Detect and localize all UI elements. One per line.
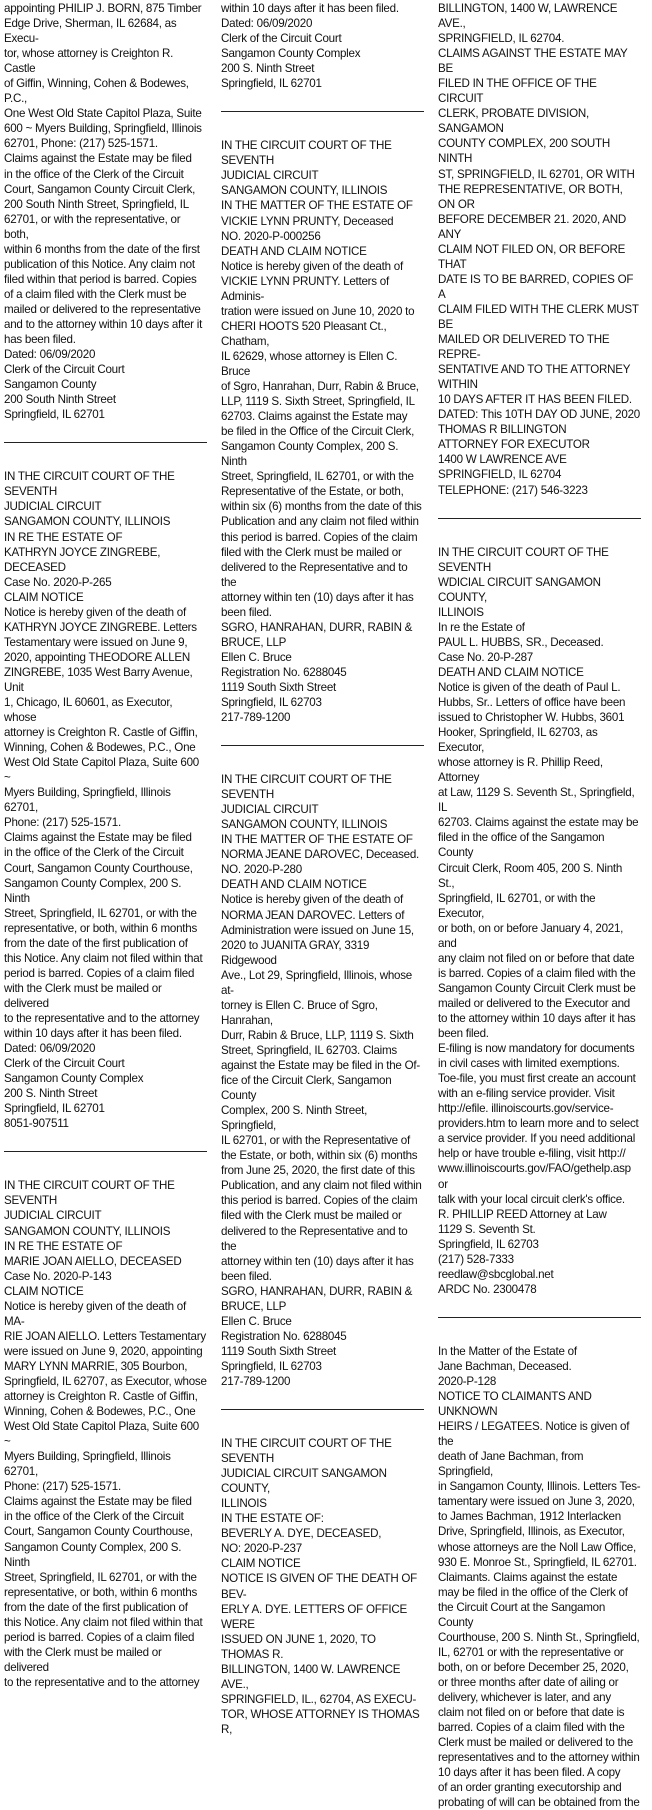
notice-dye: IN THE CIRCUIT COURT OF THE SEVENTH JUDICIAL CIRCUIT SANGAMON COUNTY, ILLINOIS IN THE ESTATE OF: BEVERLY A. DYE, DECEASED, NO: 2020-P-237 CLAIM NOTICE NOTICE IS GIVEN OF THE DEATH OF BEV- ERLY A. DYE. LETTERS OF OFFICE WERE ISSUED ON JUNE 1, 2020, TO THOMAS R. BILLINGTON, 1400 W. LAWRENCE AVE., SPRINGFIELD, IL., 62704, AS EXECU- TOR, WHOSE ATTORNEY IS THOMAS R, [221, 1437, 420, 1736]
column-middle [221, 0, 424, 1736]
notice-divider [438, 518, 641, 519]
notice-divider [221, 111, 424, 112]
notice-zingrebe: IN THE CIRCUIT COURT OF THE SEVENTH JUDICIAL CIRCUIT SANGAMON COUNTY, ILLINOIS IN RE THE ESTATE OF KATHRYN JOYCE ZINGREBE, DECEASED Case No. 2020-P-265 CLAIM NOTICE Notice is hereby given of the death of KATHRYN JOYCE ZINGREBE. Letters Testamentary were issued on June 9, 2020, appointing THEODORE ALLEN ZINGREBE, 1035 West Barry Avenue, Unit 1, Chicago, IL 60601, as Executor, whose attorney is Creighton R. Castle of Giffin, Winning, Cohen & Bodewes, P.C., One West Old State Capitol Plaza, Suite 600 ~ Myers Building, Springfield, Illinois 62701, Phone: (217) 525-1571. Claims against the Estate may be filed in the office of the Clerk of the Circuit Court, Sangamon County Courthouse, Sangamon County Complex, 200 S. Ninth Street, Springfield, IL 62701, or with the representative, or both, within 6 months from the date of the first publication of this Notice. Any claim not filed within that period is barred. Copies of a claim filed with the Clerk must be mailed or delivered to the representative and to the attorney within 10 days after it has been filed. Dated: 06/09/2020 Clerk of the Circuit Court Sangamon County Complex 200 S. Ninth Street Springfield, IL 62701 8051-907511 [4, 470, 203, 1131]
notice-divider [221, 745, 424, 746]
notice-darovec: IN THE CIRCUIT COURT OF THE SEVENTH JUDICIAL CIRCUIT SANGAMON COUNTY, ILLINOIS IN THE MATTER OF THE ESTATE OF NORMA JEANE DAROVEC, Deceased. NO. 2020-P-280 DEATH AND CLAIM NOTICE Notice is hereby given of the death of NORMA JEAN DAROVEC. Letters of Administration were issued on June 15, 2020 to JUANITA GRAY, 3319 Ridgewood Ave., Lot 29, Springfield, Illinois, whose at- torney is Ellen C. Bruce of Sgro, Hanrahan, Durr, Rabin & Bruce, LLP, 1119 S. Sixth Street, Springfield, IL 62703. Claims against the Estate may be filed in the Of- fice of the Circuit Clerk, Sangamon County Complex, 200 S. Ninth Street, Springfield, IL 62701, or with the Representative of the Estate, or both, within six (6) months from June 25, 2020, the first date of this Publication, and any claim not filed within this period is barred. Copies of the claim filed with the Clerk must be mailed or delivered to the Representative and to the attorney within ten (10) days after it has been filed. SGRO, HANRAHAN, DURR, RABIN & BRUCE, LLP Ellen C. Bruce Registration No. 6288045 1119 South Sixth Street Springfield, IL 62703 217-789-1200 [221, 773, 422, 1388]
notice-divider [438, 1317, 641, 1318]
notice-bachman: In the Matter of the Estate of Jane Bachman, Deceased. 2020-P-128 NOTICE TO CLAIMANTS AND UNKNOWN HEIRS / LEGATEES. Notice is given of the death of Jane Bachman, from Springfield, in Sangamon County, Illinois. Letters Tes- tamentary were issued on June 3, 2020, to James Bachman, 1912 Interlacken Drive, Springfield, Illinois, as Executor, whose attorneys are the Noll Law Office, 930 E. Monroe St., Springfield, IL 62701. Claimants. Claims against the estate may be filed in the office of the Clerk of the Circuit Court at the Sangamon County Courthouse, 200 S. Ninth St., Springfield, IL, 62701 or with the representative or both, on or before December 25, 2020, or three months after date of ailing or delivery, whichever is later, and any claim not filed on or before that date is barred. Copies of a claim filed with the Clerk must be mailed or delivered to the representatives and to the attorney within 10 days after it has been filed. A copy of an order granting executorship and probating of will can be obtained from the [438, 1344, 641, 1810]
column-right [438, 0, 641, 1810]
notice-dye-continued: BILLINGTON, 1400 W, LAWRENCE AVE., SPRINGFIELD, IL 62704. CLAIMS AGAINST THE ESTATE MAY BE FILED IN THE OFFICE OF THE CIRCUIT CLERK, PROBATE DIVISION, SANGAMON COUNTY COMPLEX, 200 SOUTH NINTH ST, SPRINGFIELD, IL 62701, OR WITH THE REPRESENTATIVE, OR BOTH, ON OR BEFORE DECEMBER 21. 2020, AND ANY CLAIM NOT FILED ON, OR BEFORE THAT DATE IS TO BE BARRED, COPIES OF A CLAIM FILED WITH THE CLERK MUST BE MAILED OR DELIVERED TO THE REPRE- SENTATIVE AND TO THE ATTORNEY WITHIN 10 DAYS AFTER IT HAS BEEN FILED. DATED: This 10TH DAY OD JUNE, 2020 THOMAS R BILLINGTON ATTORNEY FOR EXECUTOR 1400 W LAWRENCE AVE SPRINGFIELD, IL 62704 TELEPHONE: (217) 546-3223 [438, 2, 640, 497]
notice-hubbs: IN THE CIRCUIT COURT OF THE SEVENTH WDICIAL CIRCUIT SANGAMON COUNTY, ILLINOIS In re the Estate of PAUL L. HUBBS, SR., Deceased. Case No. 20-P-287 DEATH AND CLAIM NOTICE Notice is given of the death of Paul L. Hubbs, Sr.. Letters of office have been issued to Christopher W. Hubbs, 3601 Hooker, Springfield, IL 62703, as Executor, whose attorney is R. Phillip Reed, Attorney at Law, 1129 S. Seventh St., Springfield, IL 62703. Claims against the estate may be filed in the office of the Sangamon County Circuit Clerk, Room 405, 200 S. Ninth St., Springfield, IL 62701, or with the Executor, or both, on or before January 4, 2021, and any claim not filed on or before that date is barred. Copies of a claim filed with the Sangamon County Circuit Clerk must be mailed or delivered to the Executor and to the attorney within 10 days after it has been filed. E-filing is now mandatory for documents in civil cases with limited exemptions. Toe-file, you must first create an account with an e-filing service provider. Visit http://efile. illinoiscourts.gov/service- providers.htm to learn more and to select a service provider. If you need additional help or have trouble e-filing, visit http:// www.illinoiscourts.gov/FAO/gethelp.asp or talk with your local circuit clerk's office. R. PHILLIP REED Attorney at Law 1129 S. Seventh St. Springfield, IL 62703 (217) 528-7333 reedlaw@sbcglobal.net ARDC No. 2300478 [438, 545, 639, 1296]
notice-divider [4, 442, 207, 443]
notice-middle-continued: within 10 days after it has been filed. Dated: 06/09/2020 Clerk of the Circuit Court Sangamon County Complex 200 S. Ninth Street Springfield, IL 62701 [221, 2, 399, 91]
notice-aiello: IN THE CIRCUIT COURT OF THE SEVENTH JUDICIAL CIRCUIT SANGAMON COUNTY, ILLINOIS IN RE THE ESTATE OF MARIE JOAN AIELLO, DECEASED Case No. 2020-P-143 CLAIM NOTICE Notice is hereby given of the death of MA- RIE JOAN AIELLO. Letters Testamentary were issued on June 9, 2020, appointing MARY LYNN MARRIE, 305 Bourbon, Springfield, IL 62707, as Executor, whose attorney is Creighton R. Castle of Giffin, Winning, Cohen & Bodewes, P.C., One West Old State Capitol Plaza, Suite 600 ~ Myers Building, Springfield, Illinois 62701, Phone: (217) 525-1571. Claims against the Estate may be filed in the office of the Clerk of the Circuit Court, Sangamon County Courthouse, Sangamon County Complex, 200 S. Ninth Street, Springfield, IL 62701, or with the representative, or both, within 6 months from the date of the first publication of this Notice. Any claim not filed within that period is barred. Copies of a claim filed with the Clerk must be mailed or delivered to the representative and to the attorney [4, 1179, 207, 1689]
notice-divider [221, 1409, 424, 1410]
column-left [4, 0, 207, 1689]
notice-born-continued: appointing PHILIP J. BORN, 875 Timber Edge Drive, Sherman, IL 62684, as Execu- tor, whose attorney is Creighton R. Castle of Giffin, Winning, Cohen & Bodewes, P.C., One West Old State Capitol Plaza, Suite 600 ~ Myers Building, Springfield, Illinois 62701, Phone: (217) 525-1571. Claims against the Estate may be filed in the office of the Clerk of the Circuit Court, Sangamon County Circuit Clerk, 200 South Ninth Street, Springfield, IL 62701, or with the representative, or both, within 6 months from the date of the first publication of this Notice. Any claim not filed within that period is barred. Copies of a claim filed with the Clerk must be mailed or delivered to the representative and to the attorney within 10 days after it has been filed. Dated: 06/09/2020 Clerk of the Circuit Court Sangamon County 200 South Ninth Street Springfield, IL 62701 [4, 2, 203, 422]
notice-divider [4, 1151, 207, 1152]
notice-prunty: IN THE CIRCUIT COURT OF THE SEVENTH JUDICIAL CIRCUIT SANGAMON COUNTY, ILLINOIS IN THE MATTER OF THE ESTATE OF VICKIE LYNN PRUNTY, Deceased NO. 2020-P-000256 DEATH AND CLAIM NOTICE Notice is hereby given of the death of VICKIE LYNN PRUNTY. Letters of Adminis- tration were issued on June 10, 2020 to CHERI HOOTS 520 Pleasant Ct., Chatham, IL 62629, whose attorney is Ellen C. Bruce of Sgro, Hanrahan, Durr, Rabin & Bruce, LLP, 1119 S. Sixth Street, Springfield, IL 62703. Claims against the Estate may be filed in the Office of the Circuit Clerk, Sangamon County Complex, 200 S. Ninth Street, Springfield, IL 62701, or with the Representative of the Estate, or both, within six (6) months from the date of this Publication and any claim not filed within this period is barred. Copies of the claim filed with the Clerk must be mailed or delivered to the Representative and to the attorney within ten (10) days after it has been filed. SGRO, HANRAHAN, DURR, RABIN & BRUCE, LLP Ellen C. Bruce Registration No. 6288045 1119 South Sixth Street Springfield, IL 62703 217-789-1200 [221, 139, 422, 725]
